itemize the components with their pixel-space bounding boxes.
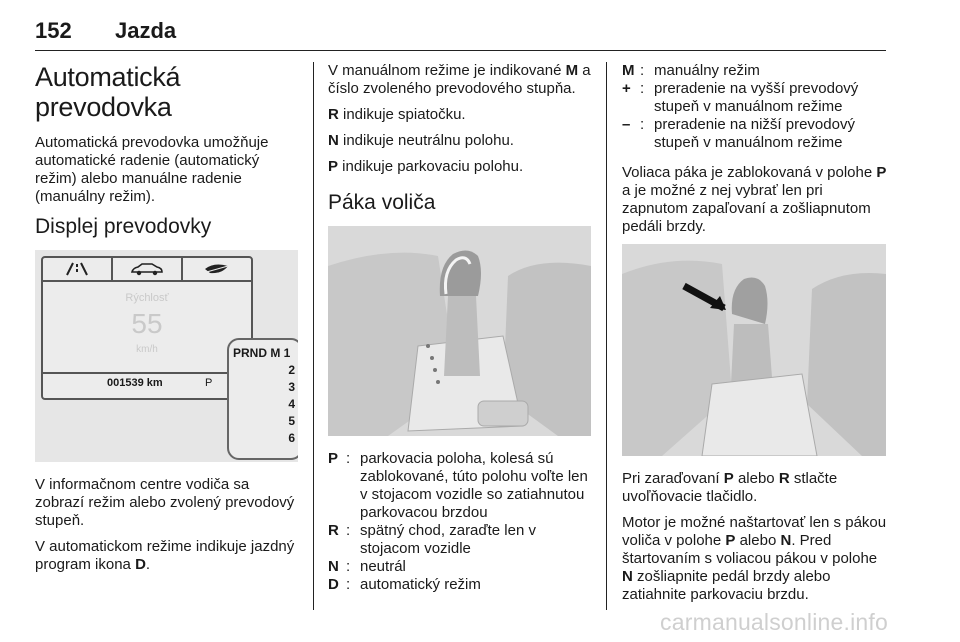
gear-position-list (328, 450, 591, 594)
leaf-icon (183, 258, 251, 280)
auto-mode-paragraph: V automatickom režime indikuje jazdný program ikona D. (35, 538, 295, 573)
gear-number: 6 (288, 431, 295, 445)
release-button-illustration (622, 244, 886, 456)
screen-tabs (43, 258, 251, 282)
section-title: Jazda (115, 18, 177, 43)
chapter-title: Automatická prevodovka (35, 62, 181, 122)
odometer: 001539 km (107, 377, 163, 389)
info-paragraph: V informačnom centre vodiča sa zobrazí režim alebo zvolený prevodový stupeň. (35, 476, 295, 529)
gear-number: 5 (288, 414, 295, 428)
selector-lever-heading: Páka voliča (328, 191, 436, 214)
car-icon (113, 258, 183, 280)
speed-unit: km/h (136, 344, 158, 355)
neutral-paragraph: N indikuje neutrálnu polohu. (328, 132, 514, 149)
gear-indicator-callout (227, 338, 298, 460)
gear-number: 3 (288, 380, 295, 394)
screen-status-bar (43, 372, 251, 392)
reverse-paragraph: R indikuje spiatočku. (328, 106, 466, 123)
manual-mode-paragraph: V manuálnom režime je indikované M a číslo zvoleného prevodového stupňa. (328, 62, 591, 97)
release-paragraph: Pri zaraďovaní P alebo R stlačte uvoľňovacie tlačidlo. (622, 470, 838, 505)
lock-paragraph: Voliaca páka je zablokovaná v polohe P a je možné z nej vybrať len pri zapnutom zapaľovaní a zošliapnutom pedáli brzdy. (622, 164, 887, 235)
start-paragraph: Motor je možné naštartovať len s pákou voliča v polohe P alebo N. Pred štartovaním s voliacou pákou v polohe N zošliapnite pedál brzdy alebo zatiahnite parkovaciu brzdu. (622, 514, 887, 603)
gear-number: 4 (288, 397, 295, 411)
speed-value: 55 (131, 308, 163, 339)
road-icon (43, 258, 113, 280)
page-number: 152 (35, 18, 72, 43)
column-divider (313, 62, 314, 610)
list-item: N : neutrál (328, 558, 406, 575)
transmission-display-illustration (35, 250, 298, 462)
current-gear: P (205, 377, 213, 389)
selector-lever-illustration (328, 226, 591, 436)
park-paragraph: P indikuje parkovaciu polohu. (328, 158, 524, 175)
list-item: R : spätný chod, zaraďte len v stojacom vozidle (328, 522, 536, 557)
column-2 (328, 62, 591, 594)
list-item: D : automatický režim (328, 576, 481, 593)
list-item: P : parkovacia poloha, kolesá sú zablokované, túto polohu voľte len v stojacom vozidle so zatiahnutou parkovacou brzdou (328, 450, 588, 521)
display-heading: Displej prevodovky (35, 215, 212, 238)
gear-list (288, 362, 295, 447)
column-divider (606, 62, 607, 610)
column-1 (35, 62, 300, 582)
column-3 (622, 62, 888, 612)
intro-paragraph: Automatická prevodovka umožňuje automatické radenie (automatický režim) alebo manuálne radenie (manuálny režim). (35, 134, 269, 205)
info-screen (41, 256, 253, 400)
watermark: carmanualsonline.info (660, 609, 888, 635)
list-item: M : manuálny režim (622, 62, 760, 79)
manual-mode-list (622, 62, 888, 152)
gear-number: 2 (288, 363, 295, 377)
prnd-indicator: PRND M 1 (233, 346, 291, 360)
page-header (35, 10, 886, 51)
list-item: – : preradenie na nižší prevodový stupeň v manuálnom režime (622, 116, 855, 151)
list-item: + : preradenie na vyšší prevodový stupeň v manuálnom režime (622, 80, 859, 115)
speed-label: Rýchlosť (125, 292, 169, 304)
